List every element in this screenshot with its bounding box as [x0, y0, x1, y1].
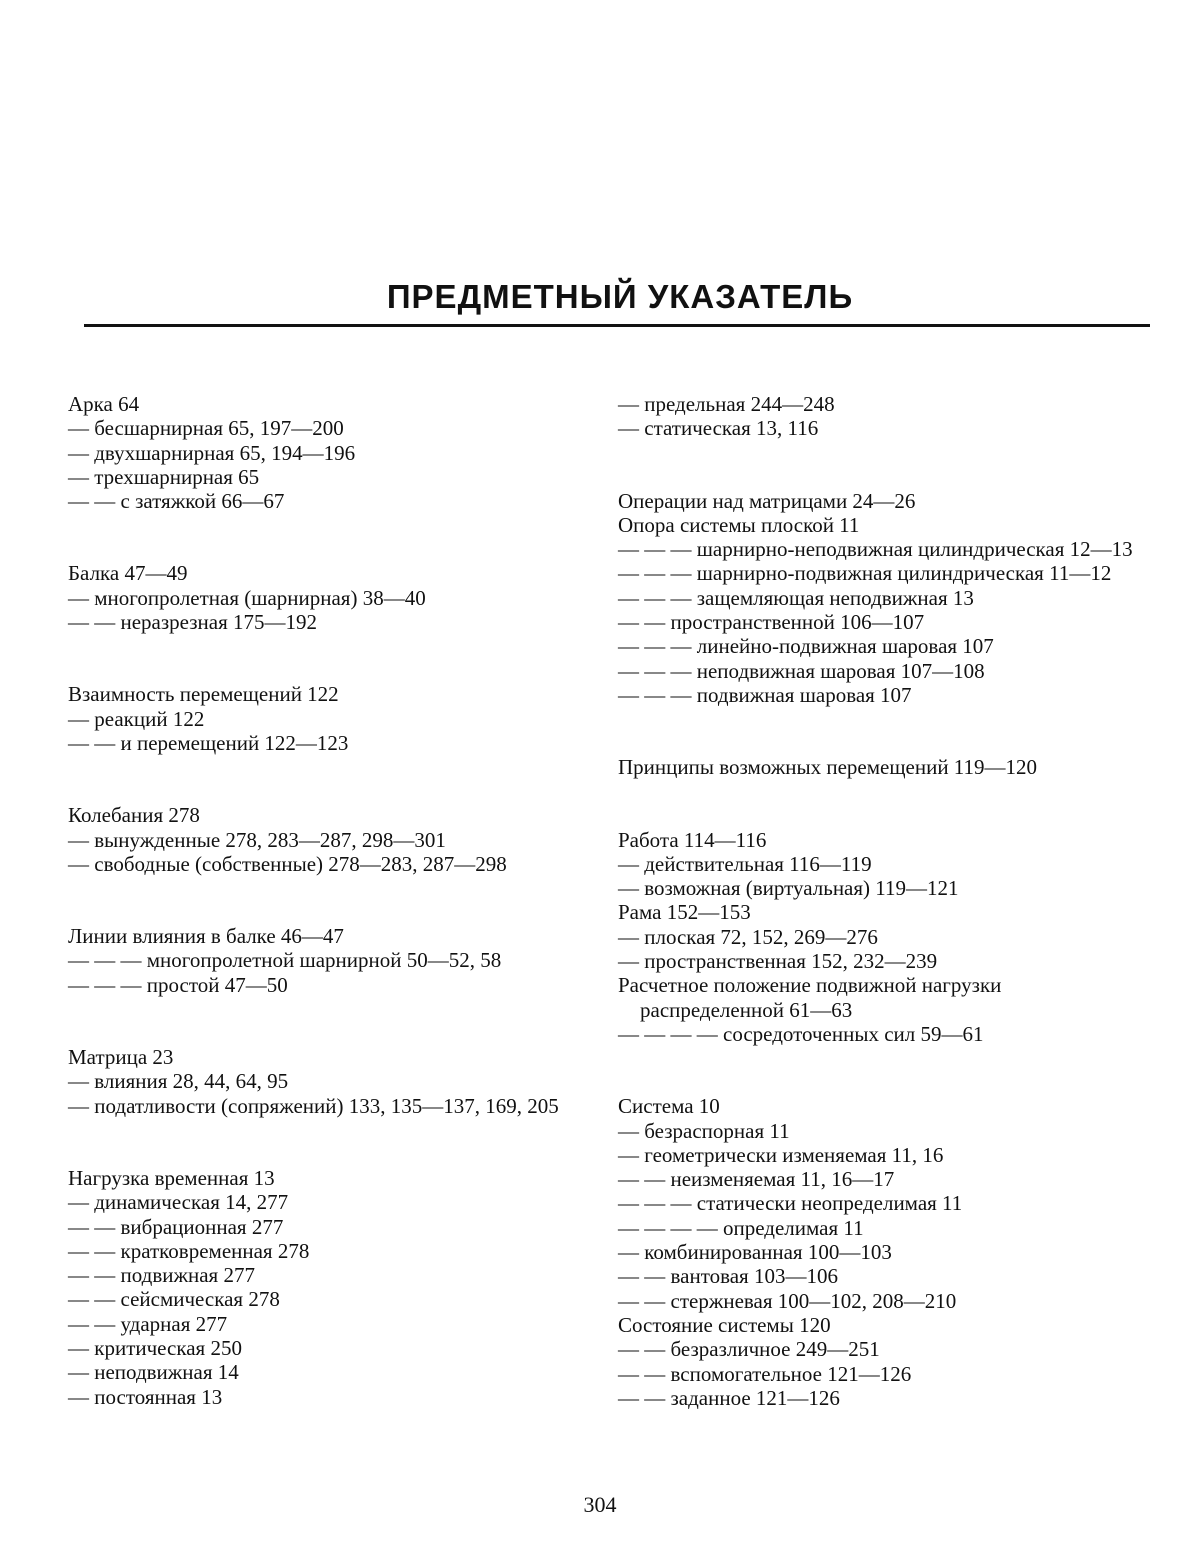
index-entry: — податливости (сопряжений) 133, 135—137, 169, 205: [68, 1093, 559, 1118]
index-entry: — — — — определимая 11: [618, 1215, 864, 1240]
index-entry: Взаимность перемещений 122: [68, 682, 339, 707]
index-entry: — — — — сосредоточенных сил 59—61: [618, 1021, 984, 1046]
index-entry: — — и перемещений 122—123: [68, 730, 349, 755]
index-group: [68, 561, 598, 634]
index-group: [68, 924, 598, 997]
index-entry: Линии влияния в балке 46—47: [68, 924, 344, 949]
index-entry: — статическая 13, 116: [618, 416, 819, 441]
index-entry: — бесшарнирная 65, 197—200: [68, 416, 344, 441]
index-entry: — неподвижная 14: [68, 1360, 239, 1385]
index-entry: — двухшарнирная 65, 194—196: [68, 440, 356, 465]
index-entry: Операции над матрицами 24—26: [618, 488, 916, 513]
group-gap: [68, 1118, 598, 1166]
title-rule: [84, 324, 1150, 327]
group-gap: [68, 634, 598, 682]
index-entry: — — — линейно-подвижная шаровая 107: [618, 634, 994, 659]
index-entry: — пространственная 152, 232—239: [618, 949, 938, 974]
index-entry: — — — шарнирно-неподвижная цилиндрическая 12—13: [618, 537, 1133, 562]
index-entry: Рама 152—153: [618, 900, 751, 925]
index-entry: Нагрузка временная 13: [68, 1165, 275, 1190]
index-entry: — — — простой 47—50: [68, 972, 288, 997]
index-entry: — свободные (собственные) 278—283, 287—298: [68, 851, 507, 876]
index-entry: — — ударная 277: [68, 1311, 228, 1336]
index-entry: — геометрически изменяемая 11, 16: [618, 1142, 944, 1167]
index-entry: — вынужденные 278, 283—287, 298—301: [68, 827, 446, 852]
index-entry: — действительная 116—119: [618, 851, 872, 876]
group-gap: [618, 441, 1148, 489]
index-entry: — — с затяжкой 66—67: [68, 489, 285, 514]
page-title: ПРЕДМЕТНЫЙ УКАЗАТЕЛЬ: [386, 278, 854, 315]
index-column-left: [68, 392, 598, 1409]
index-column-right: [618, 392, 1148, 1410]
index-entry: — влияния 28, 44, 64, 95: [68, 1069, 289, 1094]
index-group: [68, 1166, 598, 1409]
page-number: 304: [583, 1492, 617, 1517]
index-entry: Балка 47—49: [68, 561, 188, 586]
index-entry: — — — защемляющая неподвижная 13: [618, 585, 974, 610]
index-group: [68, 1045, 598, 1118]
index-entry: — — — шарнирно-подвижная цилиндрическая 11—12: [618, 561, 1112, 586]
index-group: [68, 803, 598, 876]
index-group: [68, 392, 598, 513]
index-entry: — — подвижная 277: [68, 1263, 255, 1288]
group-gap: [68, 876, 598, 924]
index-group: [618, 392, 1148, 441]
index-entry: — — безразличное 249—251: [618, 1337, 880, 1362]
group-gap: [618, 707, 1148, 755]
index-entry: — многопролетная (шарнирная) 38—40: [68, 585, 426, 610]
index-entry: — — — статически неопределимая 11: [618, 1191, 963, 1216]
index-entry: — — заданное 121—126: [618, 1385, 840, 1410]
index-entry: — постоянная 13: [68, 1384, 223, 1409]
index-entry: — — вантовая 103—106: [618, 1264, 838, 1289]
index-entry: — — вспомогательное 121—126: [618, 1361, 912, 1386]
index-entry: Опора системы плоской 11: [618, 512, 860, 537]
index-entry: Принципы возможных перемещений 119—120: [618, 755, 1038, 780]
index-entry: — — стержневая 100—102, 208—210: [618, 1288, 957, 1313]
index-entry: — — вибрационная 277: [68, 1214, 284, 1239]
group-gap: [618, 780, 1148, 828]
index-entry: — — пространственной 106—107: [618, 610, 925, 635]
index-entry: Арка 64: [68, 392, 140, 416]
index-group: [618, 828, 1148, 1047]
index-entry: — — кратковременная 278: [68, 1238, 310, 1263]
group-gap: [68, 513, 598, 561]
index-entry: — — неизменяемая 11, 16—17: [618, 1167, 895, 1192]
index-entry: — комбинированная 100—103: [618, 1240, 892, 1265]
index-group: [618, 755, 1148, 779]
index-entry: — динамическая 14, 277: [68, 1190, 289, 1215]
index-entry: Система 10: [618, 1094, 720, 1119]
index-entry: Состояние системы 120: [618, 1312, 831, 1337]
index-group: [618, 1094, 1148, 1410]
index-entry: — плоская 72, 152, 269—276: [618, 924, 878, 949]
index-entry: — реакций 122: [68, 706, 205, 731]
index-group: [68, 682, 598, 755]
index-entry: — — — подвижная шаровая 107: [618, 682, 912, 707]
index-group: [618, 489, 1148, 708]
index-entry: — — неразрезная 175—192: [68, 610, 318, 635]
index-entry: — критическая 250: [68, 1336, 242, 1361]
group-gap: [68, 997, 598, 1045]
index-entry: — — — неподвижная шаровая 107—108: [618, 658, 985, 683]
index-entry: Работа 114—116: [618, 827, 767, 852]
index-entry: — безраспорная 11: [618, 1118, 790, 1143]
index-entry: Колебания 278: [68, 803, 200, 828]
index-entry: — предельная 244—248: [618, 392, 835, 416]
index-entry: — трехшарнирная 65: [68, 464, 260, 489]
index-entry: — возможная (виртуальная) 119—121: [618, 876, 959, 901]
index-entry: Матрица 23: [68, 1045, 174, 1070]
index-entry: — — сейсмическая 278: [68, 1287, 280, 1312]
index-entry: Расчетное положение подвижной нагрузки распределенной 61—63: [618, 973, 1002, 1022]
group-gap: [618, 1046, 1148, 1094]
group-gap: [68, 755, 598, 803]
index-entry: — — — многопролетной шарнирной 50—52, 58: [68, 948, 502, 973]
